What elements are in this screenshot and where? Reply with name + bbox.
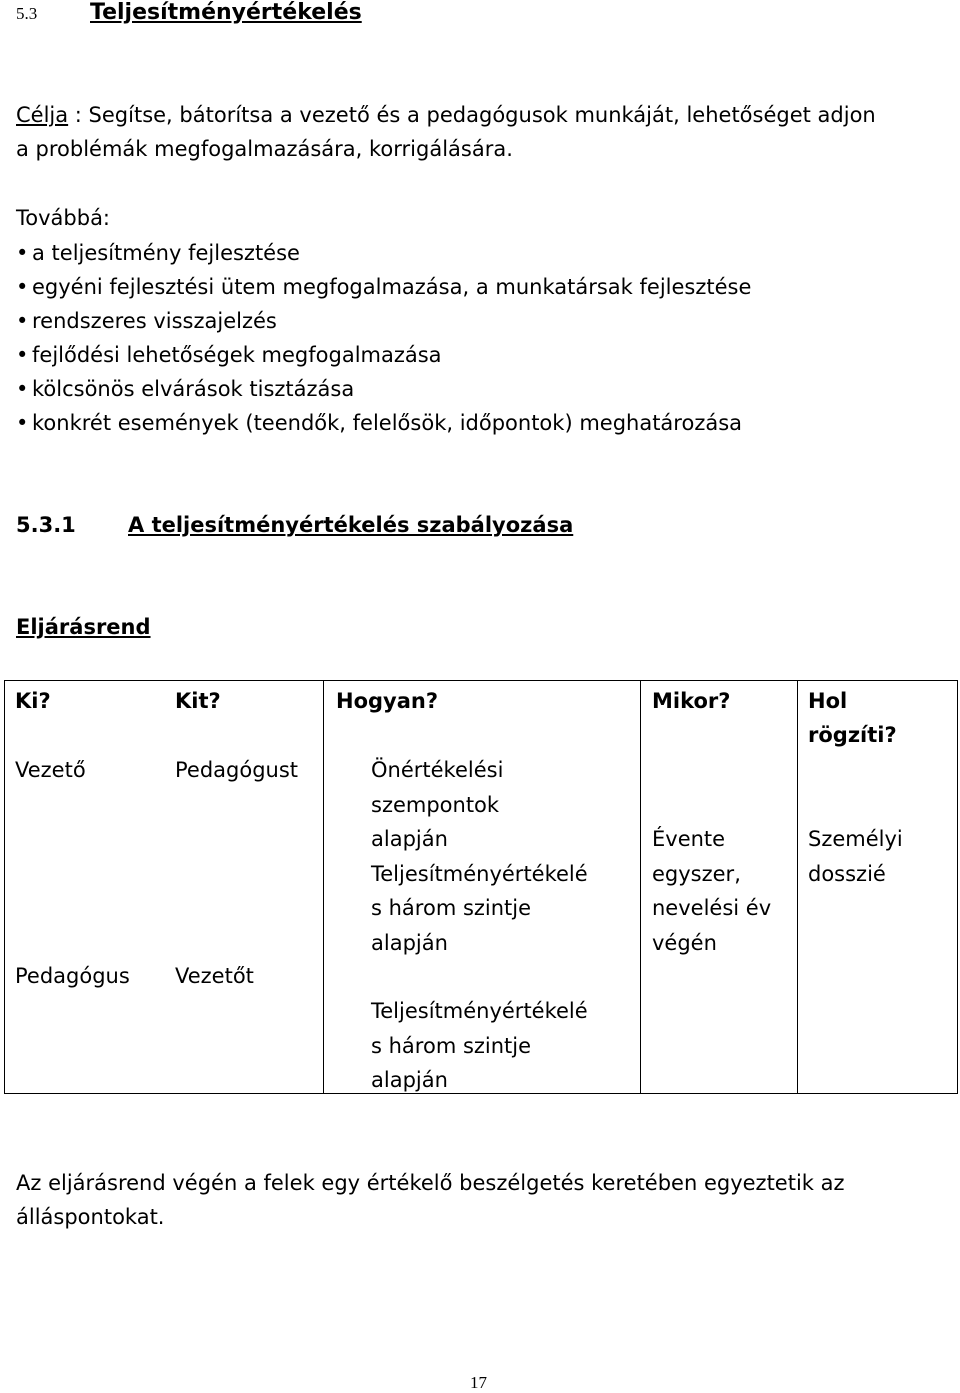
- cell-whom: Pedagógust: [175, 758, 299, 782]
- cell-when: Évente egyszer, nevelési év végén: [652, 827, 772, 955]
- cell-who: Pedagógus: [15, 964, 130, 988]
- column-divider: [640, 681, 641, 1093]
- goal-label: Célja: [16, 103, 69, 127]
- bullet-icon: •: [16, 309, 29, 333]
- section-title: Teljesítményértékelés: [90, 0, 362, 25]
- conclusion-paragraph: Az eljárásrend végén a felek egy értékelő beszélgetés keretében egyeztetik az álláspontokat.: [16, 1171, 845, 1229]
- section-number: 5.3: [16, 4, 38, 23]
- list-item: • egyéni fejlesztési ütem megfogalmazása, a munkatársak fejlesztése: [16, 270, 751, 304]
- cell-how: Önértékelési szempontok alapján Teljesítményértékelé s három szintje alapján: [371, 758, 588, 955]
- goal-text: : Segítse, bátorítsa a vezető és a pedagógusok munkáját, lehetőséget adjon: [68, 103, 876, 127]
- bullet-icon: •: [16, 411, 29, 435]
- list-item: • konkrét események (teendők, felelősök, időpontok) meghatározása: [16, 406, 751, 440]
- bullet-icon: •: [16, 241, 29, 265]
- list-item: • kölcsönös elvárások tisztázása: [16, 372, 751, 406]
- header-where-line2: rögzíti?: [808, 723, 897, 747]
- subsection-title: A teljesítményértékelés szabályozása: [128, 513, 574, 537]
- cell-where: Személyi dosszié: [808, 827, 903, 886]
- cell-how: Teljesítményértékelé s három szintje alapján: [371, 999, 588, 1092]
- list-item: • rendszeres visszajelzés: [16, 304, 751, 338]
- subsection-number: 5.3.1: [16, 513, 76, 537]
- bullet-icon: •: [16, 377, 29, 401]
- bullet-icon: •: [16, 275, 29, 299]
- header-when: Mikor?: [652, 689, 731, 713]
- header-how: Hogyan?: [336, 689, 439, 713]
- cell-whom: Vezetőt: [175, 964, 254, 988]
- page-number: 17: [470, 1373, 487, 1392]
- header-whom: Kit?: [175, 689, 221, 713]
- goal-paragraph-line2: a problémák megfogalmazására, korrigálására.: [16, 137, 513, 161]
- column-divider: [797, 681, 798, 1093]
- bullet-icon: •: [16, 343, 29, 367]
- column-divider: [323, 681, 324, 1093]
- cell-who: Vezető: [15, 758, 86, 782]
- header-who: Ki?: [15, 689, 51, 713]
- procedure-table: [4, 680, 958, 1094]
- header-where: Hol: [808, 689, 848, 713]
- procedure-label: Eljárásrend: [16, 615, 151, 639]
- list-item: • a teljesítmény fejlesztése: [16, 236, 751, 270]
- list-item: • fejlődési lehetőségek megfogalmazása: [16, 338, 751, 372]
- goal-paragraph: [16, 98, 876, 132]
- further-label: Továbbá:: [16, 206, 111, 230]
- further-list: [16, 236, 751, 440]
